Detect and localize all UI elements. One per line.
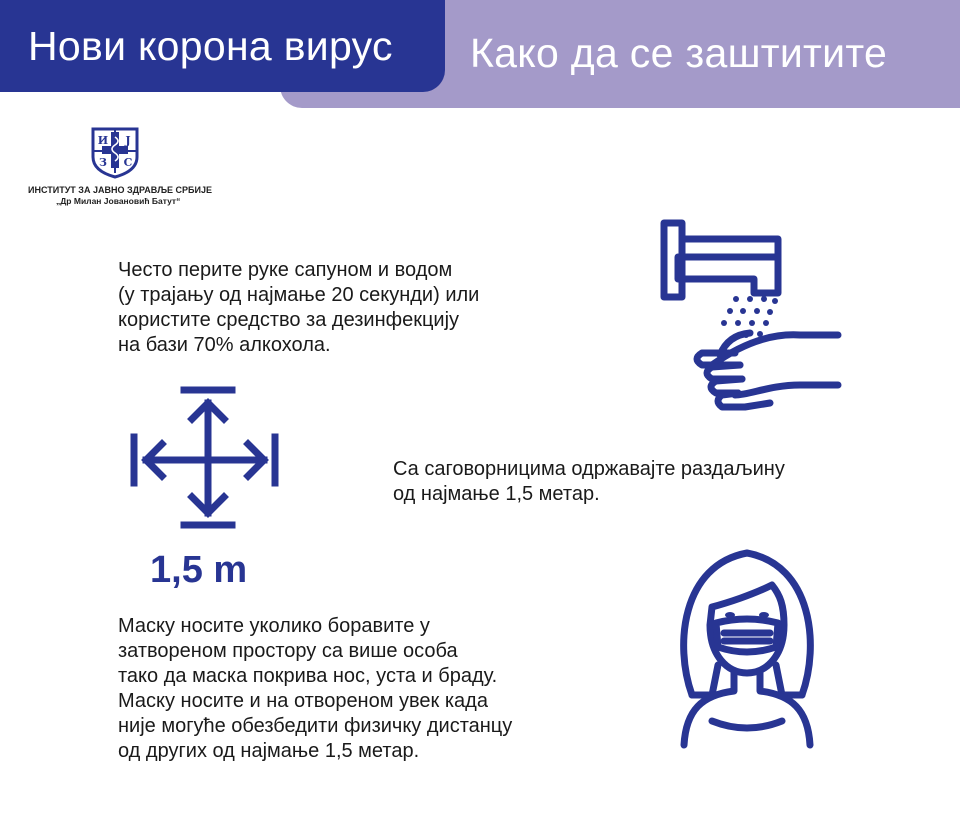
mask-line: Маску носите уколико боравите у	[118, 615, 430, 637]
header-left-banner	[0, 0, 445, 92]
handwash-line: на бази 70% алкохола.	[118, 334, 331, 356]
header-left-title: Нови корона вирус	[28, 22, 393, 69]
institute-logo	[28, 127, 213, 206]
logo-letter-2: Ј	[125, 134, 131, 147]
distance-line: од најмање 1,5 метар.	[393, 483, 600, 505]
header-right-title: Како да се заштитите	[470, 30, 888, 76]
mask-line: затвореном простору са више особа	[118, 640, 458, 662]
logo-letter-4: С	[123, 156, 133, 169]
mask-line: није могуће обезбедити физичку дистанцу	[118, 715, 513, 737]
distance-tip-text	[393, 457, 785, 507]
distance-line: Са саговорницима одржавајте раздаљину	[393, 458, 785, 480]
institute-subtitle: „Др Милан Јовановић Батут“	[56, 196, 181, 206]
handwashing-faucet-icon	[650, 215, 850, 425]
mask-line: од других од најмање 1,5 метар.	[118, 740, 420, 762]
distance-arrows-icon	[128, 385, 283, 530]
handwash-line: користите средство за дезинфекцију	[118, 309, 460, 331]
handwash-tip-text	[118, 258, 479, 358]
logo-letter-1: И	[97, 134, 109, 147]
mask-line: Маску носите и на отвореном увек када	[118, 690, 488, 712]
handwash-line: Често перите руке сапуном и водом	[118, 259, 453, 281]
distance-value-label: 1,5 m	[150, 549, 248, 591]
mask-tip-text	[118, 614, 512, 764]
mask-line: тако да маска покрива нос, уста и браду.	[118, 665, 498, 687]
logo-letter-3: З	[99, 156, 107, 169]
face-mask-person-icon	[672, 545, 822, 755]
institute-shield-icon	[90, 127, 140, 179]
handwash-line: (у трајању од најмање 20 секунди) или	[118, 284, 480, 306]
institute-name: ИНСТИТУТ ЗА ЈАВНО ЗДРАВЉЕ СРБИЈЕ	[28, 185, 213, 195]
